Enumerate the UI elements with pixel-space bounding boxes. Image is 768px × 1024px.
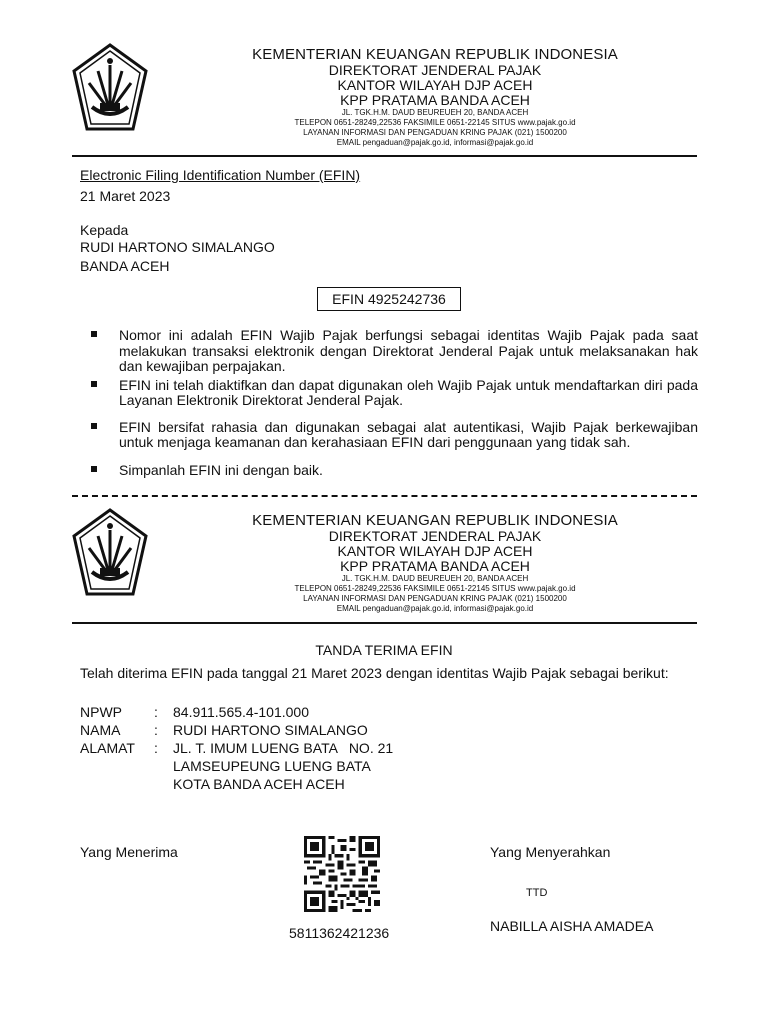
list-item: EFIN bersifat rahasia dan digunakan sebagai alat autentikasi, Wajib Pajak berkewajiban untuk menjaga keamanan dan kerahasiaan EFIN dari penggunaan yang tidak sah.: [88, 420, 698, 451]
list-item: EFIN ini telah diaktifkan dan dapat digunakan oleh Wajib Pajak untuk mendaftarkan diri pada Layanan Elektronik Direktorat Jenderal Pajak.: [88, 378, 698, 409]
regional-office-name: KANTOR WILAYAH DJP ACEH: [337, 543, 533, 559]
alamat-label: ALAMAT: [80, 740, 135, 756]
list-item: Simpanlah EFIN ini dengan baik.: [88, 463, 698, 479]
tax-office-name: KPP PRATAMA BANDA ACEH: [340, 92, 530, 108]
list-item: Nomor ini adalah EFIN Wajib Pajak berfungsi sebagai identitas Wajib Pajak pada saat melakukan transaksi elektronik dengan Direktorat Jenderal Pajak untuk melaksanakan hak dan kewajiban perpajakan.: [88, 328, 698, 375]
receiver-label: Yang Menerima: [80, 844, 178, 860]
office-email: EMAIL pengaduan@pajak.go.id, informasi@pajak.go.id: [336, 138, 534, 147]
cut-line: [72, 495, 697, 497]
colon: :: [154, 722, 158, 738]
office-phone: TELEPON 0651-28249,22536 FAKSIMILE 0651-22145 SITUS www.pajak.go.id: [294, 584, 576, 593]
giver-label: Yang Menyerahkan: [490, 844, 611, 860]
letterhead-receipt: [0, 506, 768, 626]
ministry-emblem-icon: [72, 508, 148, 598]
letterhead-top: [0, 40, 768, 160]
efin-notes-list: [88, 328, 698, 478]
npwp-label: NPWP: [80, 704, 122, 720]
officer-name: NABILLA AISHA AMADEA: [490, 918, 654, 934]
signature-ttd: TTD: [526, 887, 548, 899]
office-service-line: LAYANAN INFORMASI DAN PENGADUAN KRING PAJAK (021) 1500200: [303, 594, 567, 603]
header-divider: [72, 622, 697, 624]
office-service-line: LAYANAN INFORMASI DAN PENGADUAN KRING PAJAK (021) 1500200: [303, 128, 567, 137]
nama-label: NAMA: [80, 722, 121, 738]
npwp-value: 84.911.565.4-101.000: [173, 704, 309, 720]
alamat-line-2: LAMSEUPEUNG LUENG BATA: [173, 758, 371, 774]
colon: :: [154, 704, 158, 720]
qr-number: 5811362421236: [289, 925, 390, 941]
ministry-emblem-icon: [72, 43, 148, 133]
qr-code-icon: [304, 836, 380, 912]
colon: :: [154, 740, 158, 756]
tax-office-name: KPP PRATAMA BANDA ACEH: [340, 558, 530, 574]
alamat-line-3: KOTA BANDA ACEH ACEH: [173, 776, 345, 792]
letter-date: 21 Maret 2023: [80, 188, 171, 204]
efin-number-box: EFIN 4925242736: [317, 287, 461, 311]
alamat-line-1: JL. T. IMUM LUENG BATA NO. 21: [173, 740, 394, 756]
directorate-name: DIREKTORAT JENDERAL PAJAK: [328, 528, 542, 544]
letter-subject: Electronic Filing Identification Number (EFIN): [80, 167, 361, 183]
office-phone: TELEPON 0651-28249,22536 FAKSIMILE 0651-22145 SITUS www.pajak.go.id: [294, 118, 576, 127]
directorate-name: DIREKTORAT JENDERAL PAJAK: [328, 62, 542, 78]
header-divider: [72, 155, 697, 157]
nama-value: RUDI HARTONO SIMALANGO: [173, 722, 368, 738]
office-address: JL. TGK.H.M. DAUD BEUREUEH 20, BANDA ACEH: [341, 574, 529, 583]
receipt-title: TANDA TERIMA EFIN: [315, 642, 453, 658]
recipient-name: RUDI HARTONO SIMALANGO: [80, 239, 275, 255]
to-label: Kepada: [80, 222, 129, 238]
recipient-city: BANDA ACEH: [80, 258, 170, 274]
receipt-intro: Telah diterima EFIN pada tanggal 21 Maret 2023 dengan identitas Wajib Pajak sebagai berikut:: [80, 665, 669, 681]
regional-office-name: KANTOR WILAYAH DJP ACEH: [337, 77, 533, 93]
office-address: JL. TGK.H.M. DAUD BEUREUEH 20, BANDA ACEH: [341, 108, 529, 117]
office-email: EMAIL pengaduan@pajak.go.id, informasi@pajak.go.id: [336, 604, 534, 613]
ministry-name: KEMENTERIAN KEUANGAN REPUBLIK INDONESIA: [252, 46, 618, 63]
ministry-name: KEMENTERIAN KEUANGAN REPUBLIK INDONESIA: [252, 512, 618, 529]
